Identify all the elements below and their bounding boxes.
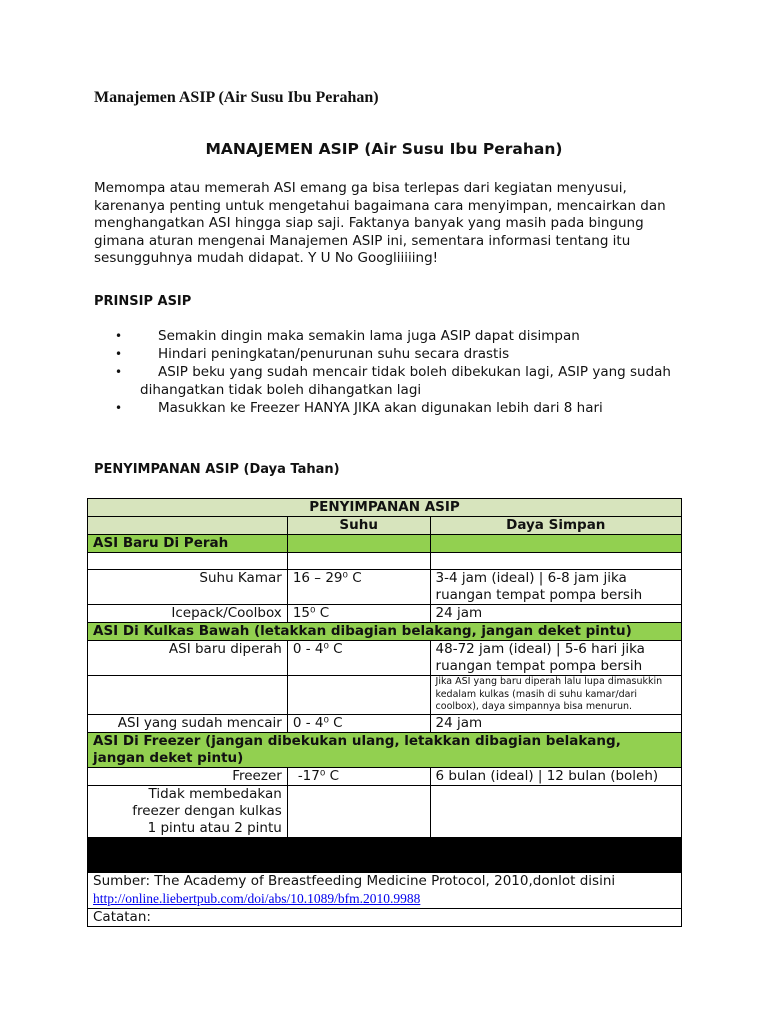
table-row [88, 767, 682, 785]
list-item [94, 328, 684, 346]
daya-simpan-cell: 24 jam [430, 714, 681, 732]
table-row [88, 570, 682, 605]
table-row [88, 714, 682, 732]
black-band-row [88, 837, 682, 872]
source-text: Sumber: The Academy of Breastfeeding Medicine Protocol, 2010,donlot disini [93, 872, 616, 889]
principles-list [94, 328, 684, 418]
list-item-text: Hindari peningkatan/penurunan suhu secara drastis [158, 346, 510, 362]
category-row [88, 732, 682, 767]
empty-cell [287, 676, 430, 715]
list-item [94, 400, 684, 418]
table-row [88, 641, 682, 676]
empty-cell [287, 553, 430, 570]
list-item-text: Masukkan ke Freezer HANYA JIKA akan digunakan lebih dari 8 hari [158, 399, 603, 416]
notes-cell: Catatan: [88, 908, 682, 926]
daya-simpan-cell: 3-4 jam (ideal) | 6-8 jam jika ruangan tempat pompa bersih [430, 570, 681, 605]
principles-heading: PRINSIP ASIP [94, 294, 192, 309]
table-row [88, 676, 682, 715]
table-row [88, 605, 682, 623]
category-row [88, 623, 682, 641]
intro-paragraph [94, 180, 684, 268]
empty-cell [430, 553, 681, 570]
list-item-text: • ASIP beku yang sudah mencair tidak boleh dibekukan lagi, ASIP yang sudah dihangatkan tidak boleh dihangatkan lagi [140, 364, 671, 398]
suhu-cell: 15⁰ C [287, 605, 430, 623]
empty-cell [88, 553, 288, 570]
intro-text: Memompa atau memerah ASI emang ga bisa terlepas dari kegiatan menyusui, karenanya penting untuk mengetahui bagaimana cara menyimpan, mencairkan dan menghangatkan ASI hingga siap saji. Faktanya banyak yang masih pada bingung gimana aturan mengenai Manajemen ASIP ini, sementara informasi tentang itu sesungguhnya mudah didapat. Y U No Googliiiiing! [94, 180, 666, 266]
suhu-cell: 16 – 29⁰ C [287, 570, 430, 605]
category-row [88, 535, 682, 553]
column-header-daya-simpan: Daya Simpan [430, 517, 681, 535]
empty-cell [430, 785, 681, 837]
list-item-text: Semakin dingin maka semakin lama juga ASIP dapat disimpan [158, 328, 580, 344]
note-cell: Jika ASI yang baru diperah lalu lupa dimasukkin kedalam kulkas (masih di suhu kamar/dari coolbox), daya simpannya bisa menurun. [430, 676, 681, 715]
category-label: ASI Baru Di Perah [88, 535, 288, 553]
notes-row [88, 908, 682, 926]
row-label: Freezer [88, 767, 288, 785]
row-label: Tidak membedakan freezer dengan kulkas 1 pintu atau 2 pintu [88, 785, 288, 837]
header-blank-cell [88, 517, 288, 535]
suhu-cell: -17⁰ C [287, 767, 430, 785]
column-header-suhu: Suhu [287, 517, 430, 535]
daya-simpan-cell: 24 jam [430, 605, 681, 623]
category-label: ASI Di Kulkas Bawah (letakkan dibagian belakang, jangan deket pintu) [88, 623, 682, 641]
storage-heading: PENYIMPANAN ASIP (Daya Tahan) [94, 462, 340, 477]
daya-simpan-cell: 48-72 jam (ideal) | 5-6 hari jika ruangan tempat pompa bersih [430, 641, 681, 676]
category-empty-cell [287, 535, 430, 553]
row-label: ASI yang sudah mencair [88, 714, 288, 732]
page-header: Manajemen ASIP (Air Susu Ibu Perahan) [94, 89, 379, 106]
row-label: Icepack/Coolbox [88, 605, 288, 623]
empty-cell [88, 676, 288, 715]
source-cell [88, 872, 682, 908]
suhu-cell: 0 - 4⁰ C [287, 714, 430, 732]
table-title: PENYIMPANAN ASIP [88, 499, 682, 517]
source-row [88, 872, 682, 908]
empty-cell [287, 785, 430, 837]
row-label: Suhu Kamar [88, 570, 288, 605]
table-header-row [88, 517, 682, 535]
black-band [88, 837, 682, 872]
row-label: ASI baru diperah [88, 641, 288, 676]
daya-simpan-cell: 6 bulan (ideal) | 12 bulan (boleh) [430, 767, 681, 785]
table-row [88, 785, 682, 837]
document-title: MANAJEMEN ASIP (Air Susu Ibu Perahan) [205, 140, 563, 158]
category-label: ASI Di Freezer (jangan dibekukan ulang, letakkan dibagian belakang, jangan deket pintu) [88, 732, 682, 767]
category-empty-cell [430, 535, 681, 553]
table-row [88, 553, 682, 570]
table-title-row [88, 499, 682, 517]
list-item [94, 346, 684, 364]
storage-table [87, 498, 682, 927]
suhu-cell: 0 - 4⁰ C [287, 641, 430, 676]
source-link[interactable]: http://online.liebertpub.com/doi/abs/10.1089/bfm.2010.9988 [93, 890, 421, 906]
list-item [94, 364, 684, 399]
